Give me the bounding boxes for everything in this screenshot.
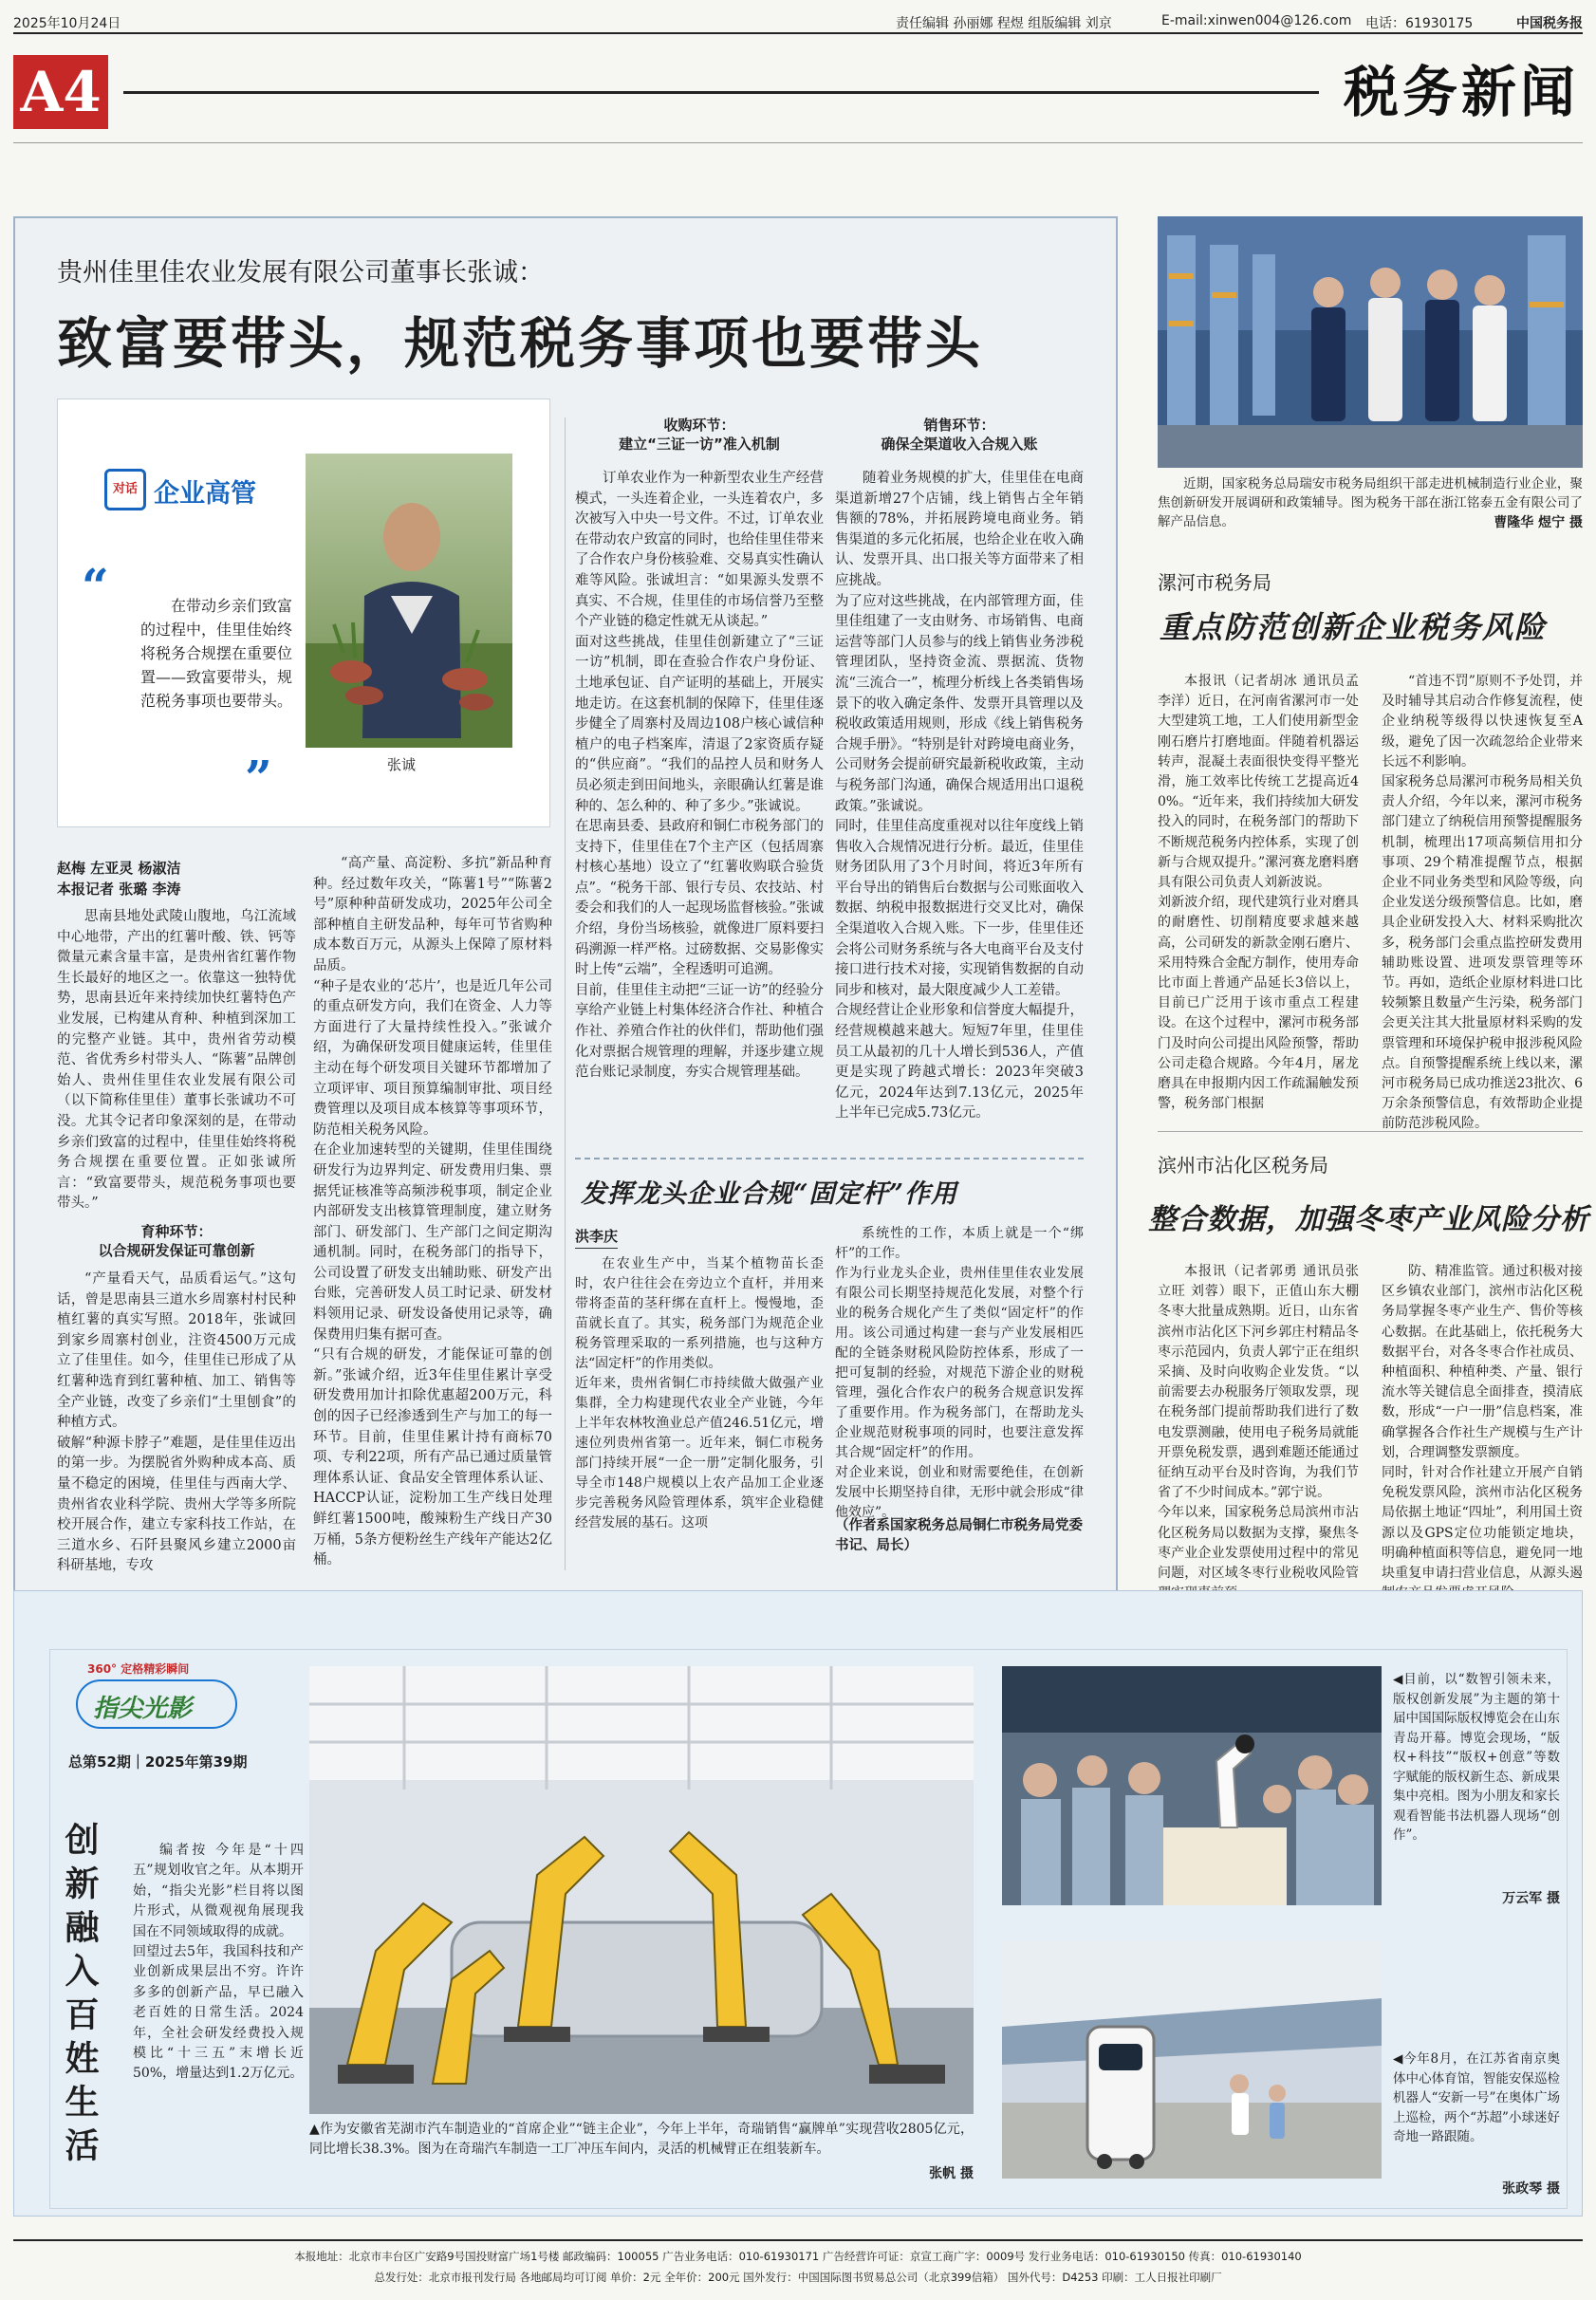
- pull-quote: 在带动乡亲们致富的过程中，佳里佳始终将税务合规摆在重要位置——致富要带头，规范税务事项也要带头。: [140, 597, 293, 710]
- footer-line-2: 总发行处：北京市报刊发行局 各地邮局均可订阅 单价：2元 全年价：200元 国外发行：中国国际图书贸易总公司（北京399信箱） 国外代号：D4253 印刷：工人日报社印刷厂: [374, 2271, 1222, 2284]
- feature-col-4: 随着业务规模的扩大，佳里佳在电商渠道新增27个店铺，线上销售占全年销售额的78%，并拓展跨境电商业务。销售渠道的多元化拓展，也给企业在收入确认、发票开具、出口报关等方面带来了相应挑战。 为了应对这些挑战，在内部管理方面，佳里佳组建了一支由财务、市场销售、电商运营等部门人员参与的线上销售业务涉税管理团队，坚持资金流、票据流、货物流“三流合一”，梳理分析线上各类销售场景下的收入确定条件、发票开具管理以及税收政策适用规则，形成《线上销售税务合规手册》。“特别是针对跨境电商业务，公司财务会提前研究最新税收政策，主动与税务部门沟通，确保合规适用出口退税政策。”张诚说。 同时，佳里佳高度重视对以往年度线上销售收入合规情况进行分析。最近，佳里佳财务团队用了3个月时间，将近3年所有平台导出的销售后台数据与公司账面收入数据、纳税申报数据进行交叉比对，确保全渠道收入合规入账。下一步，佳里佳还会将公司财务系统与各大电商平台及支付接口进行技术对接，实现销售数据的自动同步和核对，最大限度减少人工差错。 合规经营让企业形象和信誉度大幅提升，经营规模越来越大。短短7年里，佳里佳员工从最初的几十人增长到536人，产值更是实现了跨越式增长：2023年突破3亿元，2024年达到7.13亿元，2025年上半年已完成5.73亿元。: [835, 471, 1084, 1122]
- factory-credit: 张帆 摄: [929, 2166, 974, 2181]
- contact-phone: 电话：61930175: [1365, 16, 1474, 31]
- masthead-bar: [13, 9, 1583, 34]
- feature-title: 致富要带头，规范税务事项也要带头: [57, 311, 984, 376]
- close-quote-icon: ”: [245, 750, 272, 806]
- section-title: 税务新闻: [1343, 60, 1579, 124]
- commentary-note: （作者系国家税务总局铜仁市税务局党委书记、局长）: [835, 1518, 1083, 1553]
- column-logo-mark: 对话: [104, 469, 146, 510]
- bottom-vertical-title: 创新融入百姓生活: [60, 1822, 100, 2171]
- commentary-col-1: 在农业生产中，当某个植物苗长歪时，农户往往会在旁边立个直杆，并用来带将歪苗的茎秆绑在直杆上。慢慢地，歪苗就长直了。其实，税务部门为规范企业税务管理采取的一系列措施，也与这种方法“固定杆”的作用类似。 近年来，贵州省铜仁市持续做大做强产业集群，全力构建现代农业全产业链，今年上半年农林牧渔业总产值246.51亿元，增速位列贵州省第一。近年来，铜仁市税务部门持续开展“一企一册”定制化服务，引导全市148户规模以上农产品加工企业逐步完善税务风险管理体系，筑牢企业稳健经营发展的基石。这项: [575, 1256, 824, 1530]
- issue-date: 2025年10月24日: [13, 16, 121, 31]
- contact-email: E-mail:xinwen004@126.com: [1161, 13, 1352, 28]
- commentary-rule: [575, 1158, 1084, 1159]
- paper-name: 中国税务报: [1516, 16, 1583, 31]
- commentary-col-2: 系统性的工作，本质上就是一个“绑杆”的工作。 作为行业龙头企业，贵州佳里佳农业发展有限公司长期坚持规范化发展，对整个行业的税务合规化产生了类似“固定杆”的作用。该公司通过构建一套与产业发展相匹配的全链条财税风险防控体系，形成了一把可复制的经验，对规范下游企业的财税管理，强化合作农户的税务合规意识发挥了重要作用。作为税务部门，在帮助龙头企业规范财税事项的同时，也要注意发挥其合规“固定杆”的作用。 对企业来说，创业和财需要绝佳，在创新发展中长期坚持自律，无形中就会形成“律他效应”。: [835, 1226, 1084, 1520]
- commentary-author: 洪李庆: [575, 1226, 618, 1249]
- column-logo: [104, 465, 275, 514]
- feature-subhead-1: 育种环节： 以合规研发保证可靠创新: [98, 1223, 255, 1259]
- expo-caption: ◀目前，以“数智引领未来，版权创新发展”为主题的第十届中国国际版权博览会在山东青岛开幕。博览会现场，“版权+科技”“版权+创意”等数字赋能的版权新生态、新成果集中亮相。图为小朋友和家长观看智能书法机器人现场“创作”。: [1393, 1672, 1560, 1843]
- luohe-col-1: 本报讯（记者胡冰 通讯员孟李洋）近日，在河南省漯河市一处大型建筑工地，工人们使用新型金刚石磨片打磨地面。伴随着机器运转声，混凝土表面很快变得平整光滑，施工效率比传统工艺提高近40%。“近年来，我们持续加大研发投入的同时，在税务部门的帮助下不断规范税务内控体系，实现了创新与合规双提升。”漯河赛龙磨料磨具有限公司负责人刘新波说。 刘新波介绍，现代建筑行业对磨具的耐磨性、切削精度要求越来越高，公司研发的新款金刚石磨片、采用特殊合金配方制作，使用寿命比市面上普通产品延长3倍以上，目前已广泛用于该市重点工程建设。在这个过程中，漯河市税务部门及时向公司提出风险预警，帮助公司走稳合规路。今年4月，屠龙磨具在申报期内因工作疏漏触发预警，税务部门根据: [1158, 674, 1359, 1112]
- open-quote-icon: “: [82, 558, 109, 614]
- page-number-badge: [13, 55, 108, 129]
- luohe-col-2: “首违不罚”原则不予处罚，并及时辅导其启动合作修复流程，使企业纳税等级得以快速恢复至A级，避免了因一次疏忽给企业带来长远不利影响。 国家税务总局漯河市税务局相关负责人介绍，今年以来，漯河市税务部门建立了纳税信用预警提醒服务机制，梳理出17项高频信用扣分事项、29个精准提醒节点，根据企业不同业务类型和风险等级，向企业发送分级预警信息。比如，磨具企业研发投入大、材料采购批次多，税务部门会重点监控研发费用辅助账设置、进项发票管理等环节。再如，造纸企业原材料进口比较频繁且数量产生污染，税务部门会更关注其大批量原材料采购的发票管理和环境保护税申报涉税风险点。自预警提醒系统上线以来，漯河市税务局已成功推送23批次、6万余条预警信息，有效帮助企业提前防范涉税风险。: [1382, 674, 1583, 1132]
- section-rule: [123, 91, 1319, 94]
- robot-photo: [1002, 1941, 1382, 2179]
- bottom-editor-note: 编者按 今年是“十四五”规划收官之年。从本期开始，“指尖光影”栏目将以图片形式，从微观视角展现我国在不同领域取得的成就。 回望过去5年，我国科技和产业创新成果层出不穷。许许多多的创新产品，早已融入老百姓的日常生活。2024年，全社会研发经费投入规模比“十三五”末增长近50%，增量达到1.2万亿元。: [133, 1843, 304, 2082]
- column-rule-1: [565, 417, 566, 1570]
- column-logo-name: 企业高管: [154, 479, 256, 509]
- header-bottom-rule: [13, 142, 1583, 143]
- bottom-issue: 总第52期｜2025年第39期: [68, 1753, 248, 1771]
- expo-photo: [1002, 1666, 1382, 1905]
- portrait-caption: 张诚: [387, 756, 417, 773]
- bottom-logo: [76, 1679, 237, 1729]
- factory-photo: [309, 1666, 974, 2114]
- feature-subhead-2: 收购环节： 建立“三证一访”准入机制: [619, 417, 780, 453]
- luohe-kicker: 漯河市税务局: [1158, 571, 1271, 594]
- binzhou-col-1: 本报讯（记者郭勇 通讯员张立旺 刘蓉）眼下，正值山东大棚冬枣大批量成熟期。近日，山东省滨州市沾化区下河乡郭庄村精品冬枣示范园内，负责人郭宁正在组织采摘、及时向收购企业发货。“以前需要去办税服务厅领取发票，现在税务部门提前帮助我们进行了数电发票测融，使用电子税务局就能开票免税发票，遇到难题还能通过征纳互动平台及时咨询，为我们节省了不少时间成本。”郭宁说。 今年以来，国家税务总局滨州市沾化区税务局以数据为支撑，聚焦冬枣产业企业发票使用过程中的常见问题，对区域冬枣行业税收风险管: [1158, 1264, 1359, 1582]
- binzhou-col-2: 防、精准监管。通过积极对接区乡镇农业部门，滨州市沾化区税务局掌握冬枣产业生产、售价等核心数据。在此基础上，依托税务大数据平台，对各冬枣合作社成员、种植面积、种植种类、产量、银行流水等关键信息全面排查，摸清底数，形成“一户一册”信息档案，准确掌握各合作社生产规模与生产计划，合理调整发票额度。 同时，针对合作社建立开展产自销免税发票风险，滨州市沾化区税务局依据土地证“四址”，利用国土资源以及GPS定位功能锁定地块，明确种植面积等信息，避免同一地块重复申请扫营业信息，从源头遏: [1382, 1264, 1583, 1582]
- feature-col-1: 思南县地处武陵山腹地，乌江流域中心地带，产出的红薯叶酸、铁、钙等微量元素含量丰富，是贵州省红薯作物生长最好的地区之一。依靠这一独特优势，思南县近年来持续加快红薯特色产业发展，已构建从育种、种植到深加工的完整产业链。其中，贵州省劳动模范、省优秀乡村带头人、“陈薯”品牌创始人、贵州佳里佳农业发展有限公司（以下简称佳里佳）董事长张诚功不可没。尤其令记者印象深刻的是，在带动乡亲们致富的过程中，佳里佳始终将税务合规摆在重要位置。正如张诚所言：“致富要带头，规范税务事项也要带头。”: [57, 909, 296, 1212]
- feature-kicker: 贵州佳里佳农业发展有限公司董事长张诚：: [57, 258, 544, 288]
- right-divider: [1158, 1131, 1583, 1132]
- tax-visit-caption: 近期，国家税务总局瑞安市税务局组织干部走进机械制造行业企业，聚焦创新研发开展调研和政策辅导。图为税务干部在浙江铭泰五金有限公司了解产品信息。: [1158, 476, 1583, 529]
- robot-caption: ◀今年8月，在江苏省南京奥体中心体育馆，智能安保巡检机器人“安新一号”在奥体广场上巡检，两个“苏超”小球迷好奇地一路跟随。: [1393, 2051, 1560, 2144]
- tax-visit-photo: [1158, 216, 1583, 468]
- binzhou-title: 整合数据，加强冬枣产业风险分析: [1148, 1203, 1589, 1236]
- bottom-logo-text: 指尖光影: [93, 1695, 193, 1723]
- byline-reporters: 本报记者 张璐 李涛: [57, 881, 181, 898]
- robot-credit: 张政琴 摄: [1502, 2181, 1560, 2197]
- footer-rule: [13, 2239, 1583, 2241]
- footer-line-1: 本报地址：北京市丰台区广安路9号国投财富广场1号楼 邮政编码：100055 广告业务电话：010-61930171 广告经营许可证：京宣工商广字：0009号 发行业务电话：010-61930150 传真：010-61930140: [294, 2250, 1302, 2263]
- binzhou-kicker: 滨州市沾化区税务局: [1158, 1154, 1328, 1177]
- feature-col-2: “高产量、高淀粉、多抗”新品种育种。经过数年攻关，“陈薯1号”“陈薯2号”原种种苗研发成功，2025年公司全部种植自主研发品种，每年可节省购种成本数百万元，从源头上保障了原材料品质。 “种子是农业的‘芯片’，也是近几年公司的重点研发方向，我们在资金、人力等方面进行了大量持续性投入。”张诚介绍，为确保研发项目健康运转，佳里佳主动在每个研发项目关键环节都增加了立项评审、项目预算编制审批、项目经费管理以及项目成本核算等事项环节，防范相关税务风险。 在企业加速转型的关键期，佳里佳围绕研发行为边界判定、研发费用归集、票据凭证核准等高频涉税事项，制定企业内部研发支出核算管理制度，建立财务部门、研发部门、生产部门之间定期沟通机制。同时，在税务部门的指导下，公司设置了研发支出辅助账、研发产出台账，完善研发人员工时记录、研发材料领用记录、研发设备使用记录等，确保费用归集有据可查。 “只有合规的研发，才能保证可靠的创新。”张诚介绍，近3年佳里佳累计享受研发费用加计扣除优惠超200万元，科创的因子已经渗透到生产与加工的每一环节。目前，佳里佳累计持有商标70项、专利22项，所有产品已通过质量管理体系认证、食品安全管理体系认证、HACCP认证，淀粉加工生产线日处理鲜红薯1500吨，酸辣粉生产线日产30万桶，5条方便粉丝生产线年产能达2亿桶。: [313, 856, 552, 1568]
- feature-subhead-3: 销售环节： 确保全渠道收入合规入账: [881, 417, 1038, 453]
- feature-col-1b: “产量看天气，品质看运气。”这句话，曾是思南县三道水乡周寨村村民种植红薯的真实写照。2018年，张诚回到家乡周寨村创业，注资4500万元成立了佳里佳。如今，佳里佳已形成了从红薯种选育到红薯种植、加工、销售等全产业链，改变了乡亲们“土里刨食”的种植方式。 破解“种源卡脖子”难题，是佳里佳迈出的第一步。为摆脱省外购种成本高、质量不稳定的困境，佳里佳与西南大学、贵州省农业科学院、贵州大学等多所院校开展合作，建立专家科技工作站，在三道水乡、石阡县聚风乡建立2000亩科研基地，专攻: [57, 1271, 296, 1574]
- portrait-photo: [306, 454, 512, 748]
- luohe-title: 重点防范创新企业税务风险: [1160, 609, 1548, 645]
- tax-visit-credit: 曹隆华 煜宁 摄: [1494, 515, 1583, 530]
- byline-contributors: 赵梅 左亚灵 杨淑洁: [57, 860, 181, 877]
- feature-col-3: 订单农业作为一种新型农业生产经营模式，一头连着企业，一头连着农户，多次被写入中央一号文件。不过，订单农业在带动农户致富的同时，也给佳里佳带来了合作农户身份核验难、交易真实性确认难等风险。张诚坦言：“如果源头发票不真实、不合规，佳里佳的市场信誉乃至整个产业链的稳定性就无从谈起。” 面对这些挑战，佳里佳创新建立了“三证一访”机制，即在查验合作农户身份证、土地承包证、自产证明的基础上，开展实地走访。在这套机制的保障下，佳里佳逐步健全了周寨村及周边108户核心诚信种植户的电子档案库，清退了2家资质存疑的“供应商”。“我们的品控人员和财务人员必须走到田间地头，亲眼确认红薯是谁种的、怎么种的、种了多少。”张诚说。 在思南县委、县政府和铜仁市税务部门的支持下，佳里佳在7个主产区（包括周寨村核心基地）设立了“红薯收购联合验货点”。“税务干部、银行专员、农技站、村委会和我们的人一起现场监督核验。”张诚介绍，身份当场核验，就像进厂原料要扫码溯源一样严格。过磅数据、交易影像实时上传“云端”，全程透明可追溯。 目前，佳里佳主动把“三证一访”的经验分享给产业链上村集体经济合作社、种植合作社、养殖合作社的伙伴们，帮助他们强化对票据合规管理的理解，并逐步建立规范台账记录制度，夯实合规管理基础。: [575, 471, 824, 1081]
- expo-credit: 万云军 摄: [1502, 1891, 1560, 1906]
- editors: 责任编辑 孙丽娜 程煜 组版编辑 刘京: [896, 16, 1112, 31]
- bottom-brand: 360° 定格精彩瞬间: [87, 1662, 190, 1676]
- commentary-title: 发挥龙头企业合规“固定杆”作用: [581, 1179, 958, 1209]
- page-number: A4: [20, 60, 102, 124]
- factory-caption: ▲作为安徽省芜湖市汽车制造业的“首席企业”“链主企业”，今年上半年，奇瑞销售“赢牌单”实现营收2805亿元，同比增长38.3%。图为在奇瑞汽车制造一工厂冲压车间内，灵活的机械臂正在组装新车。: [309, 2122, 974, 2157]
